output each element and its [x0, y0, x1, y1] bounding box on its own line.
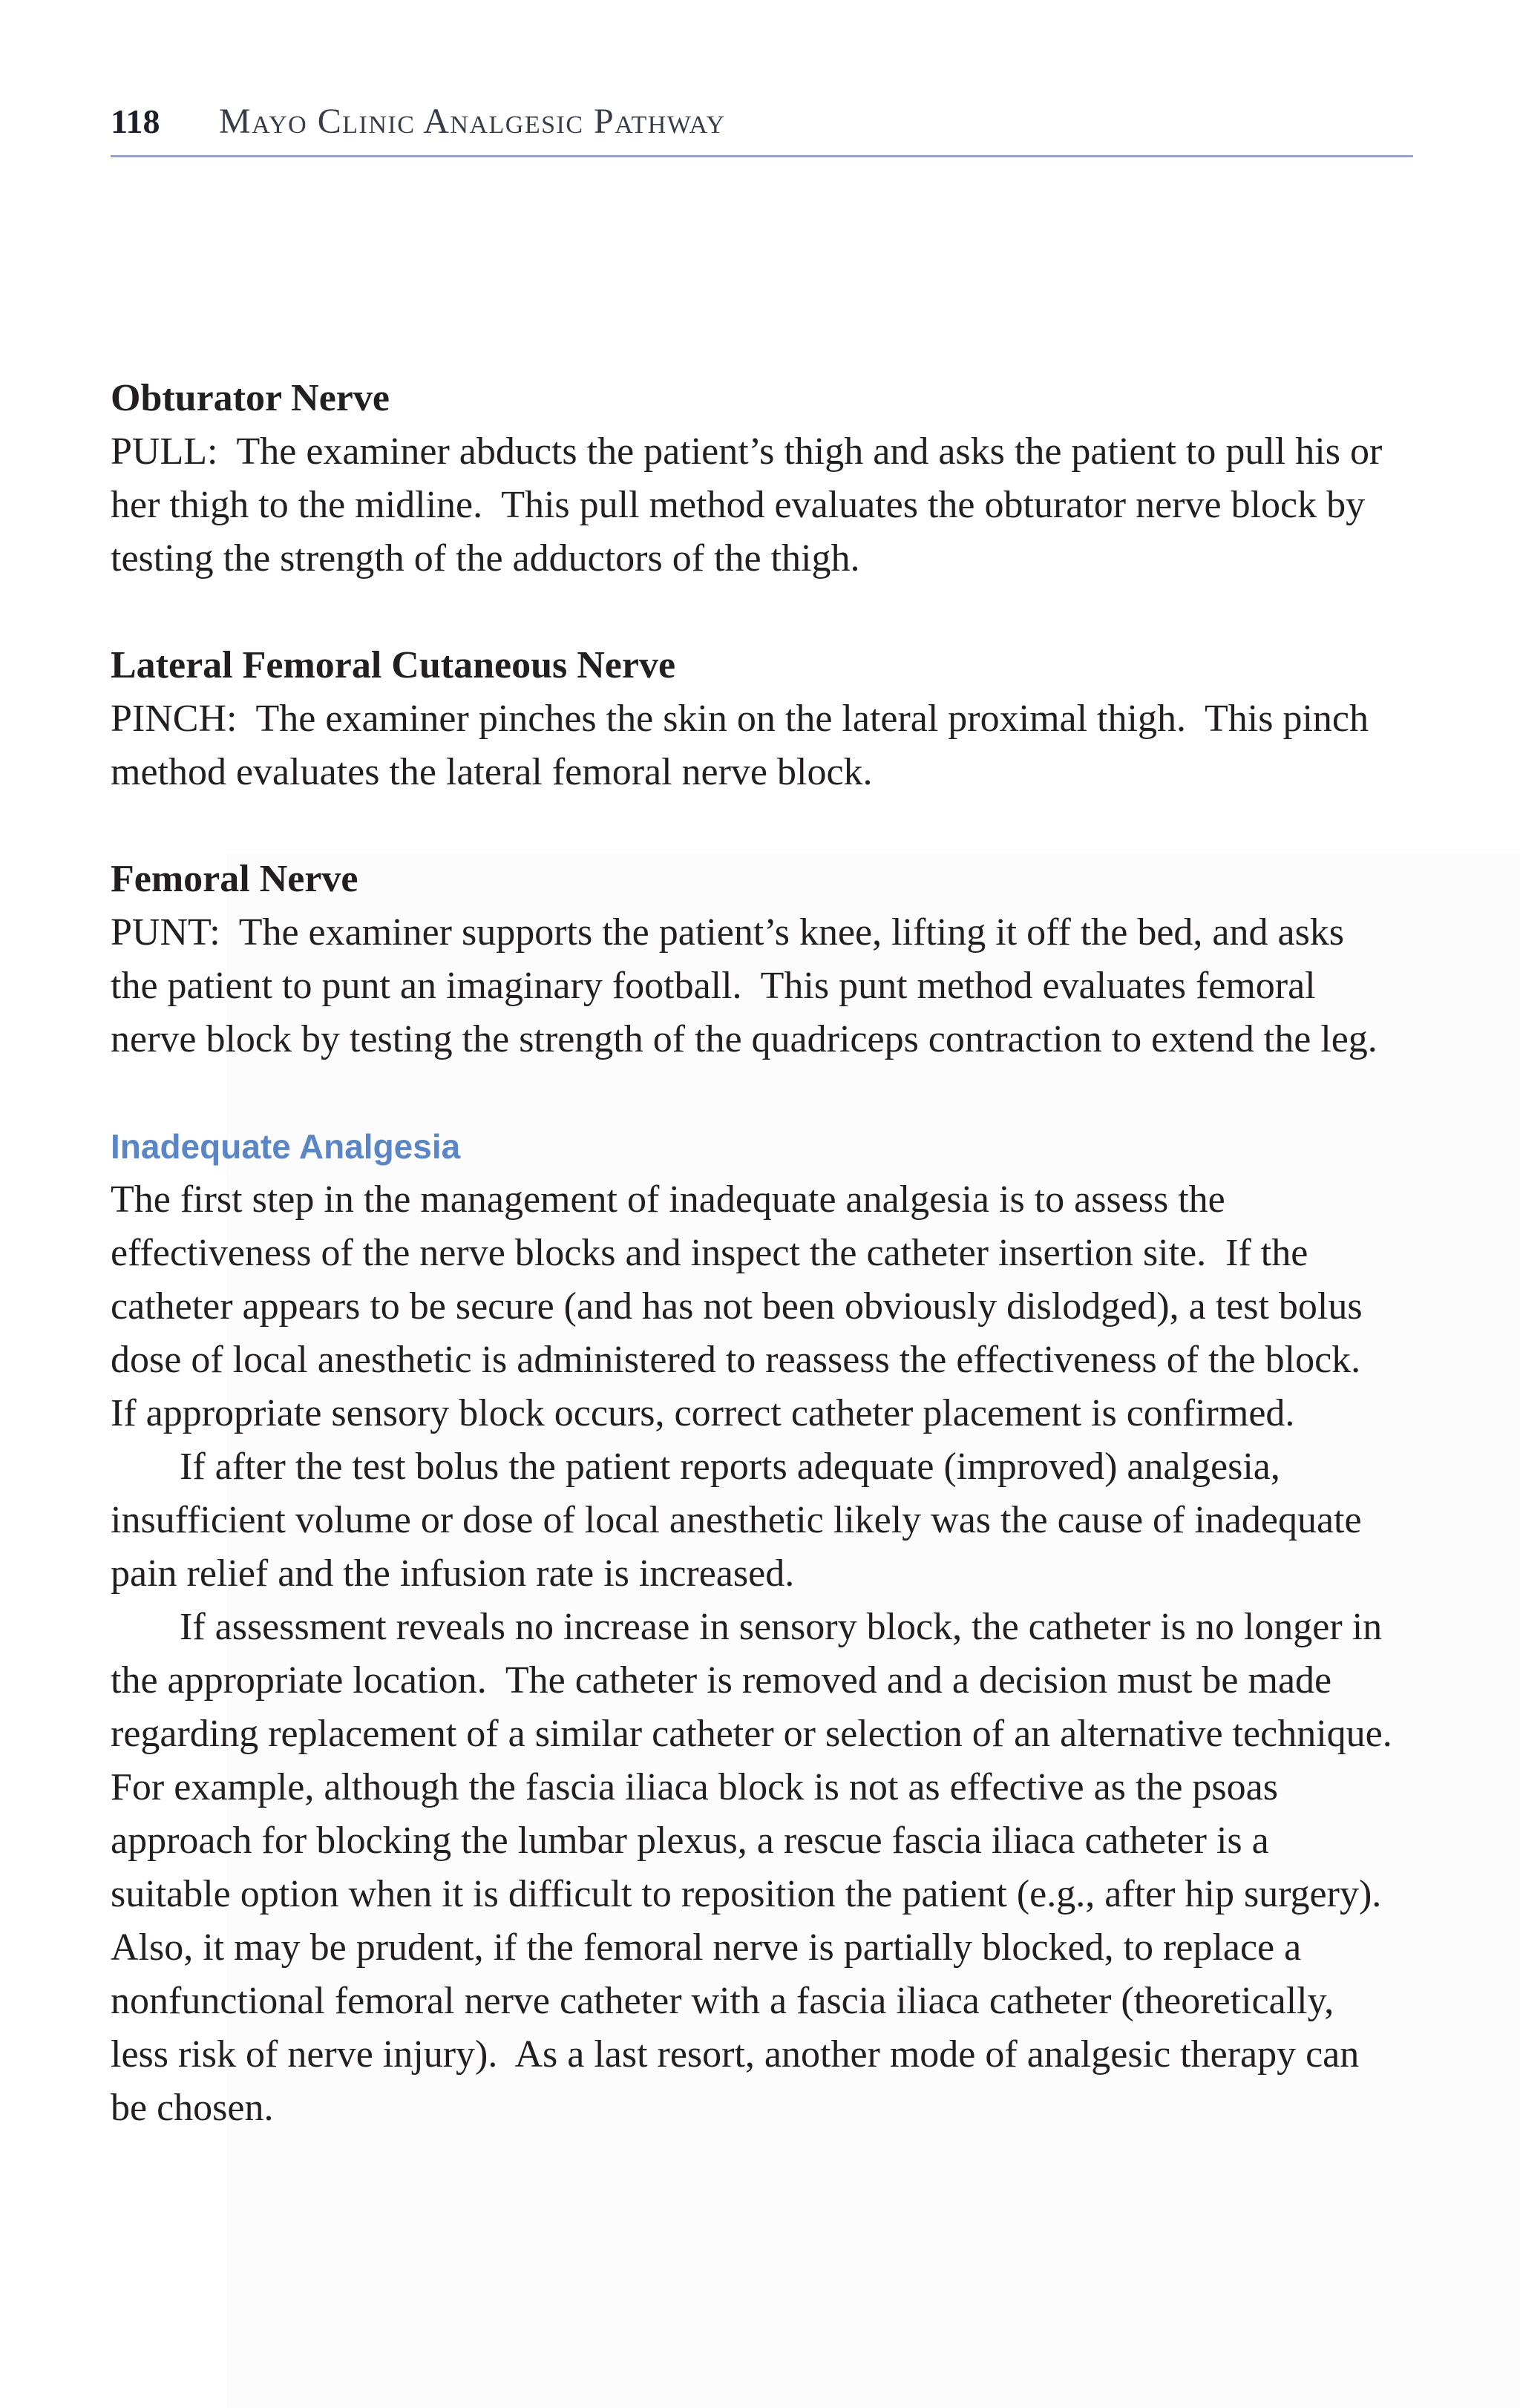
text-line: method evaluates the lateral femoral nerve block. [111, 751, 873, 793]
text-line: catheter appears to be secure (and has not been obviously dislodged), a test bolus [111, 1285, 1363, 1328]
text-line: dose of local anesthetic is administered to reassess the effectiveness of the block. [111, 1339, 1361, 1381]
text-line: PINCH: The examiner pinches the skin on the lateral proximal thigh. This pinch [111, 698, 1369, 740]
text-line: If assessment reveals no increase in sensory block, the catheter is no longer in [180, 1606, 1383, 1648]
text-line: be chosen. [111, 2087, 274, 2129]
running-title: Mayo Clinic Analgesic Pathway [219, 102, 726, 141]
text-line: the appropriate location. The catheter is removed and a decision must be made [111, 1659, 1332, 1702]
paragraph [111, 1173, 1439, 1440]
text-line: nonfunctional femoral nerve catheter with a fascia iliaca catheter (theoretically, [111, 1980, 1334, 2022]
text-line: suitable option when it is difficult to reposition the patient (e.g., after hip surgery). [111, 1873, 1382, 1915]
text-line: effectiveness of the nerve blocks and inspect the catheter insertion site. If the [111, 1232, 1308, 1274]
text-line: her thigh to the midline. This pull method evaluates the obturator nerve block by [111, 484, 1366, 526]
page-number: 118 [111, 102, 160, 140]
paragraph [111, 1440, 1439, 1601]
text-line: approach for blocking the lumbar plexus, a rescue fascia iliaca catheter is a [111, 1820, 1269, 1862]
paragraph [111, 906, 1439, 1066]
text-line: If appropriate sensory block occurs, correct catheter placement is confirmed. [111, 1392, 1295, 1434]
text-line: If after the test bolus the patient reports adequate (improved) analgesia, [180, 1446, 1280, 1488]
section-heading: Lateral Femoral Cutaneous Nerve [111, 644, 676, 686]
page-body [111, 372, 1439, 2135]
text-line: testing the strength of the adductors of the thigh. [111, 537, 860, 580]
section-obturator-nerve [111, 372, 1439, 585]
text-line: less risk of nerve injury). As a last resort, another mode of analgesic therapy can [111, 2033, 1360, 2076]
text-line: nerve block by testing the strength of the quadriceps contraction to extend the leg. [111, 1018, 1378, 1060]
paragraph [111, 425, 1439, 585]
text-line: insufficient volume or dose of local anesthetic likely was the cause of inadequate [111, 1499, 1362, 1541]
text-line: For example, although the fascia iliaca block is not as effective as the psoas [111, 1766, 1278, 1808]
section-lateral-femoral-cutaneous-nerve [111, 639, 1439, 799]
text-line: the patient to punt an imaginary football. This punt method evaluates femoral [111, 965, 1316, 1007]
section-heading: Inadequate Analgesia [111, 1127, 461, 1166]
text-line: Also, it may be prudent, if the femoral nerve is partially blocked, to replace a [111, 1926, 1302, 1969]
text-line: regarding replacement of a similar catheter or selection of an alternative technique. [111, 1713, 1392, 1755]
header-rule [111, 155, 1413, 157]
section-heading: Obturator Nerve [111, 377, 390, 419]
text-line: The first step in the management of inadequate analgesia is to assess the [111, 1178, 1225, 1221]
section-heading: Femoral Nerve [111, 858, 358, 900]
text-line: PUNT: The examiner supports the patient’s knee, lifting it off the bed, and asks [111, 911, 1345, 954]
text-line: PULL: The examiner abducts the patient’s thigh and asks the patient to pull his or [111, 430, 1383, 473]
section-inadequate-analgesia [111, 1120, 1439, 2135]
text-line: pain relief and the infusion rate is increased. [111, 1552, 795, 1595]
paragraph [111, 1601, 1439, 2135]
section-femoral-nerve [111, 853, 1439, 1066]
paragraph [111, 692, 1439, 799]
